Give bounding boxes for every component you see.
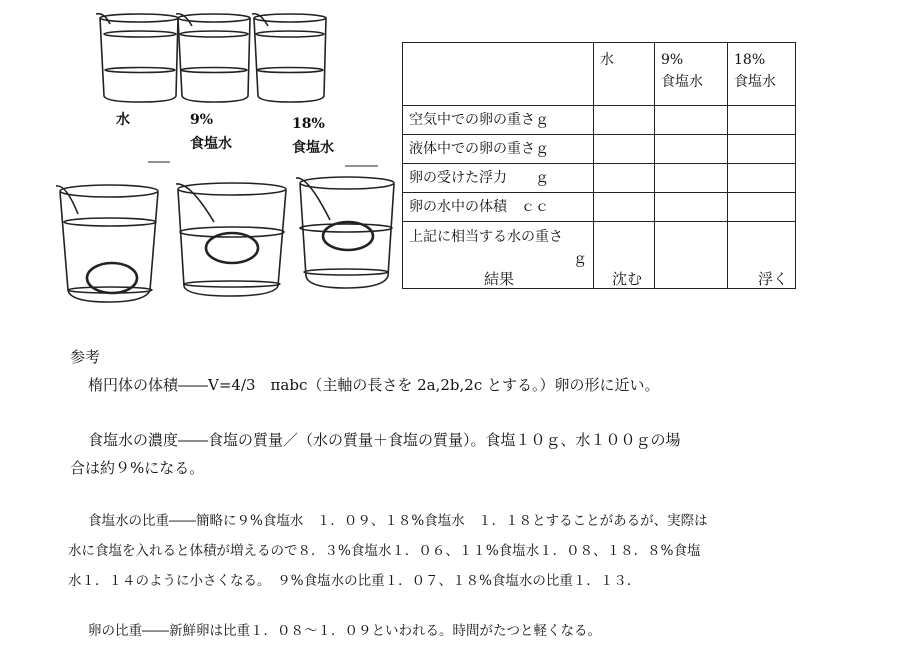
- header-9-percent: 9% 食塩水: [655, 43, 728, 106]
- row-label: 空気中での卵の重さｇ: [403, 106, 594, 135]
- label-18-percent: 18% 食塩水: [292, 116, 334, 156]
- cell-input: [728, 164, 796, 193]
- table-row: [403, 193, 796, 222]
- table-header-row: [403, 43, 796, 106]
- header-empty: [403, 43, 594, 106]
- large-beaker-9-percent: [176, 183, 286, 296]
- cell-input: [655, 222, 728, 289]
- row-label: 液体中での卵の重さｇ: [403, 135, 594, 164]
- cell-input: [594, 106, 655, 135]
- header-water: 水: [594, 43, 655, 106]
- cell-input: [728, 135, 796, 164]
- ellipsoid-volume-text: 楕円体の体積――V=4/3 πabc（主軸の長さを 2a,2b,2c とする。）卵の形に近い。: [88, 376, 660, 394]
- egg-floating: [323, 222, 373, 250]
- table-row: [403, 222, 796, 289]
- row-label: 卵の水中の体積 ｃｃ: [403, 193, 594, 222]
- small-beaker-water: [96, 14, 178, 102]
- table-row: [403, 135, 796, 164]
- cell-input: [655, 164, 728, 193]
- gravity-line-3: 水１．１４のように小さくなる。 ９%食塩水の比重１．０７、１８%食塩水の比重１．１３．: [68, 573, 641, 589]
- concentration-line-1: 食塩水の濃度――食塩の質量／（水の質量＋食塩の質量）。食塩１０ｇ、水１００ｇの場: [88, 431, 681, 449]
- large-beaker-water: [56, 185, 158, 302]
- label-water: 水: [116, 112, 130, 128]
- result-float: 浮く: [758, 270, 789, 288]
- egg-sunk: [87, 263, 137, 293]
- cell-input: [655, 193, 728, 222]
- small-beaker-9-percent: [176, 14, 250, 102]
- cell-input: [594, 193, 655, 222]
- experiment-table: [402, 42, 796, 289]
- table-row: [403, 164, 796, 193]
- row-label: 上記に相当する水の重さ ｇ: [403, 222, 594, 289]
- reference-title: 参考: [70, 348, 101, 366]
- cell-input: [655, 106, 728, 135]
- result-sink: 沈む: [612, 270, 643, 288]
- egg-gravity-text: 卵の比重――新鮮卵は比重１．０８～１．０９といわれる。時間がたつと軽くなる。: [88, 623, 601, 639]
- cell-input: [728, 106, 796, 135]
- concentration-line-2: 合は約９%になる。: [70, 459, 205, 477]
- gravity-line-1: 食塩水の比重――簡略に９%食塩水 １．０９、１８%食塩水 １．１８とすることがあるが、実際は: [88, 513, 708, 529]
- cell-input: [655, 135, 728, 164]
- cell-input: [594, 135, 655, 164]
- label-9-percent: 9% 食塩水: [190, 112, 232, 152]
- table-row: [403, 106, 796, 135]
- header-18-percent: 18% 食塩水: [728, 43, 796, 106]
- large-beaker-18-percent: [296, 177, 394, 288]
- small-beaker-18-percent: [252, 14, 326, 102]
- row-label: 卵の受けた浮力 ｇ: [403, 164, 594, 193]
- cell-input: [594, 164, 655, 193]
- result-label: 結果: [484, 270, 515, 288]
- beaker-illustrations: [0, 0, 400, 320]
- cell-input: [728, 193, 796, 222]
- gravity-line-2: 水に食塩を入れると体積が増えるので８．３%食塩水１．０６、１１%食塩水１．０８、１８．８%食塩: [68, 543, 701, 559]
